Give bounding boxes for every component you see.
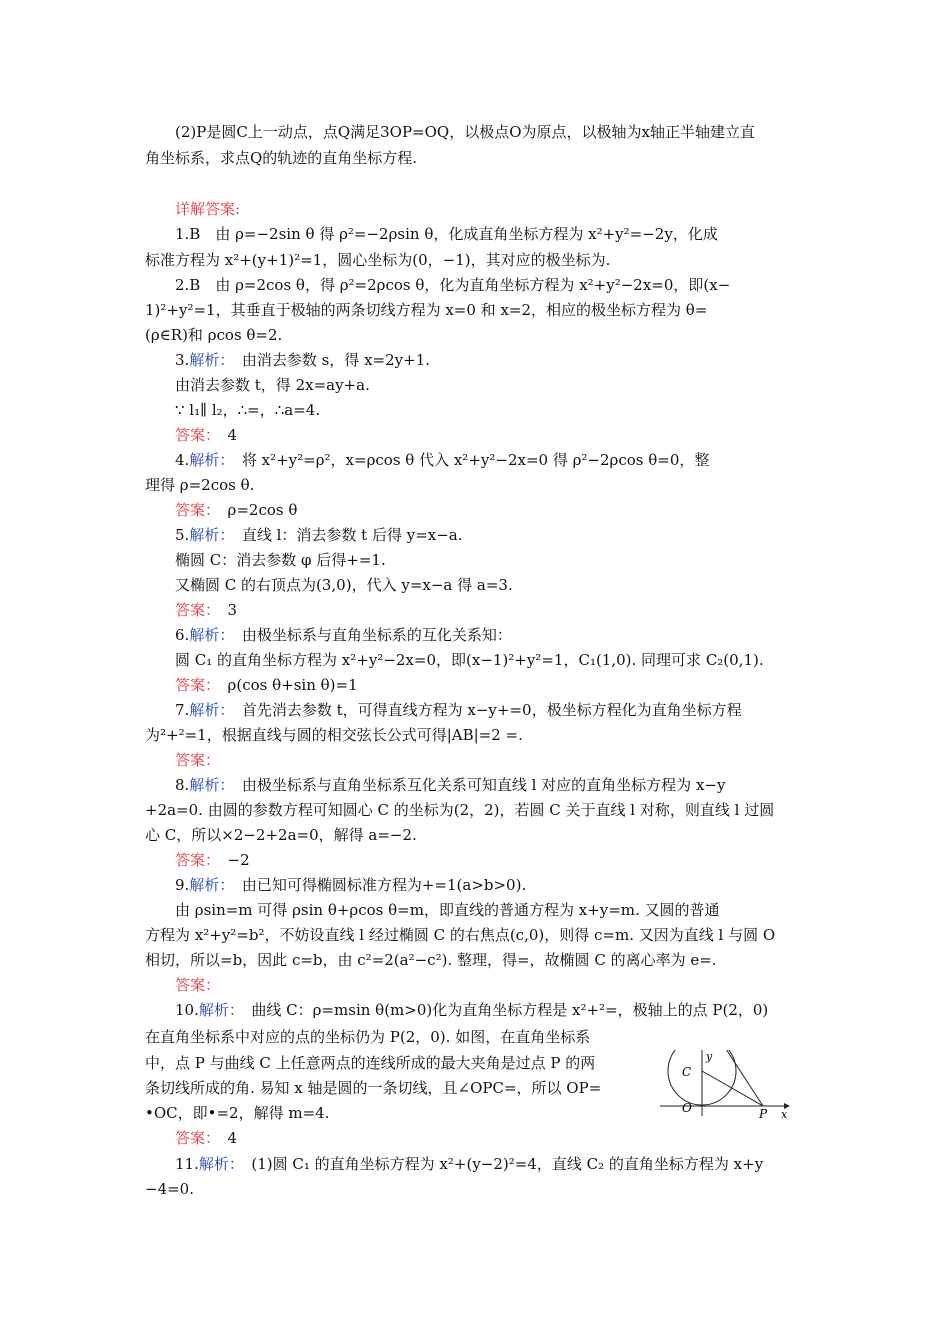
answer-label: 答案： <box>175 601 213 619</box>
answer-10-line-1 <box>175 997 768 1023</box>
answer-10-text-1: 曲线 C：ρ=msin θ(m>0)化为直角坐标方程是 x²+²=，极轴上的点 P(2，0) <box>251 1001 769 1019</box>
answer-5-value: 3 <box>227 601 238 619</box>
answer-9-line-4: 相切，所以=b，因此 c=b，由 c²=2(a²−c²). 整理，得=，故椭圆 C 的离心率为 e=. <box>145 951 717 969</box>
answer-10-line-2: 在直角坐标系中对应的点的坐标仍为 P(2，0). 如图，在直角坐标系 <box>145 1028 591 1046</box>
answer-4-result <box>175 497 297 523</box>
answer-11-line-1 <box>175 1151 763 1177</box>
circle-tangent-figure <box>660 1050 795 1120</box>
segment-cp <box>702 1071 763 1106</box>
answer-6-line-1 <box>175 622 512 648</box>
answer-1-line-2: 标准方程为 x²+(y+1)²=1，圆心坐标为(0，−1)，其对应的极坐标为. <box>145 251 611 269</box>
answer-3-line-1 <box>175 347 430 373</box>
answer-11-number: 11. <box>175 1155 199 1173</box>
answer-8-value: −2 <box>227 851 250 869</box>
answer-4-line-1 <box>175 447 709 473</box>
answer-3-line-3: ∵ l₁∥ l₂，∴=，∴a=4. <box>175 401 321 419</box>
answer-7-result <box>175 747 220 773</box>
answer-10-line-5: •OC，即•=2，解得 m=4. <box>145 1104 330 1122</box>
answer-6-value: ρ(cos θ+sin θ)=1 <box>227 676 358 694</box>
answer-4-text-1: 将 x²+y²=ρ²，x=ρcos θ 代入 x²+y²−2x=0 得 ρ²−2ρcos θ=0，整 <box>241 451 710 469</box>
answer-6-number: 6. <box>175 626 190 644</box>
answers-heading: 详解答案: <box>175 200 241 218</box>
answer-8-line-2: +2a=0. 由圆的参数方程可知圆心 C 的坐标为(2，2)，若圆 C 关于直线 l 对称，则直线 l 过圆 <box>145 801 775 819</box>
answer-9-result <box>175 972 220 998</box>
analysis-label: 解析： <box>189 876 227 894</box>
answer-label: 答案： <box>175 426 213 444</box>
answer-7-line-2: 为²+²=1，根据直线与圆的相交弦长公式可得|AB|=2 =. <box>145 726 523 744</box>
answer-5-text-1: 直线 l：消去参数 t 后得 y=x−a. <box>241 526 463 544</box>
answer-8-line-1 <box>175 772 725 798</box>
analysis-label: 解析： <box>189 526 227 544</box>
problem-line-2: 角坐标系，求点Q的轨迹的直角坐标方程. <box>145 149 418 167</box>
answer-11-line-2: −4=0. <box>145 1180 194 1198</box>
answer-7-text-1: 首先消去参数 t，可得直线方程为 x−y+=0，极坐标方程化为直角坐标方程 <box>241 701 742 719</box>
problem-line-1: (2)P是圆C上一动点，点Q满足3OP=OQ，以极点O为原点，以极轴为x轴正半轴建立直 <box>175 123 755 141</box>
answer-8-result <box>175 847 250 873</box>
analysis-label: 解析： <box>189 776 227 794</box>
answer-label: 答案： <box>175 976 221 994</box>
answer-8-number: 8. <box>175 776 190 794</box>
answer-6-result <box>175 672 358 698</box>
analysis-label: 解析： <box>189 626 227 644</box>
answer-10-value: 4 <box>227 1129 238 1147</box>
answer-2-line-2: 1)²+y²=1，其垂直于极轴的两条切线方程为 x=0 和 x=2，相应的极坐标方程为 θ= <box>145 301 708 319</box>
label-p: P <box>759 1107 768 1120</box>
analysis-label: 解析： <box>198 1155 237 1173</box>
answer-6-text-1: 由极坐标系与直角坐标系的互化关系知： <box>241 626 512 644</box>
answer-5-line-3: 又椭圆 C 的右顶点为(3,0)，代入 y=x−a 得 a=3. <box>175 576 513 594</box>
answer-10-result <box>175 1125 237 1151</box>
label-x: x <box>781 1108 788 1120</box>
answer-label: 答案： <box>175 751 221 769</box>
answer-9-line-1 <box>175 872 526 898</box>
answer-3-line-2: 由消去参数 t，得 2x=ay+a. <box>175 376 370 394</box>
answer-3-number: 3. <box>175 351 190 369</box>
answer-4-value: ρ=2cos θ <box>227 501 298 519</box>
answer-10-line-3: 中，点 P 与曲线 C 上任意两点的连线所成的最大夹角是过点 P 的两 <box>145 1054 596 1072</box>
answer-6-line-2: 圆 C₁ 的直角坐标方程为 x²+y²−2x=0，即(x−1)²+y²=1，C₁(1,0). 同理可求 C₂(0,1). <box>175 651 764 669</box>
answer-10-line-4: 条切线所成的角. 易知 x 轴是圆的一条切线，且∠OPC=，所以 OP= <box>145 1079 602 1097</box>
analysis-label: 解析： <box>189 701 227 719</box>
label-c: C <box>682 1065 692 1079</box>
answer-5-line-1 <box>175 522 463 548</box>
answer-11-text-1: (1)圆 C₁ 的直角坐标方程为 x²+(y−2)²=4，直线 C₂ 的直角坐标方程为 x+y <box>251 1155 764 1173</box>
answer-9-number: 9. <box>175 876 190 894</box>
answer-8-text-1: 由极坐标系与直角坐标系互化关系可知直线 l 对应的直角坐标方程为 x−y <box>241 776 726 794</box>
answer-label: 答案： <box>175 851 213 869</box>
answer-2-line-1: 2.B 由 ρ=2cos θ，得 ρ²=2ρcos θ，化为直角坐标方程为 x²+y²−2x=0，即(x− <box>175 276 731 294</box>
answer-3-text-1: 由消去参数 s，得 x=2y+1. <box>241 351 431 369</box>
tangent-line <box>724 1050 763 1106</box>
answer-5-number: 5. <box>175 526 190 544</box>
answer-4-line-2: 理得 ρ=2cos θ. <box>145 476 255 494</box>
answer-9-text-1: 由已知可得椭圆标准方程为+=1(a>b>0). <box>241 876 527 894</box>
answer-1-line-1: 1.B 由 ρ=−2sin θ 得 ρ²=−2ρsin θ，化成直角坐标方程为 x²+y²=−2y，化成 <box>175 225 718 243</box>
analysis-label: 解析： <box>189 451 227 469</box>
label-o: O <box>682 1101 692 1115</box>
answer-5-result <box>175 597 237 623</box>
analysis-label: 解析： <box>198 1001 237 1019</box>
answer-7-number: 7. <box>175 701 190 719</box>
answer-10-number: 10. <box>175 1001 199 1019</box>
answer-5-line-2: 椭圆 C：消去参数 φ 后得+=1. <box>175 551 386 569</box>
answer-8-line-3: 心 C，所以×2−2+2a=0，解得 a=−2. <box>145 826 417 844</box>
answer-7-line-1 <box>175 697 742 723</box>
answer-4-number: 4. <box>175 451 190 469</box>
answer-label: 答案： <box>175 1129 213 1147</box>
answer-9-line-3: 方程为 x²+y²=b²，不妨设直线 l 经过椭圆 C 的右焦点(c,0)，则得 c=m. 又因为直线 l 与圆 O <box>145 926 776 944</box>
analysis-label: 解析： <box>189 351 227 369</box>
label-y: y <box>706 1050 713 1063</box>
answer-3-value: 4 <box>227 426 238 444</box>
answer-label: 答案： <box>175 501 213 519</box>
answer-3-result <box>175 422 237 448</box>
answer-2-line-3: (ρ∈R)和 ρcos θ=2. <box>145 326 283 344</box>
answer-label: 答案： <box>175 676 213 694</box>
answer-9-line-2: 由 ρsin=m 可得 ρsin θ+ρcos θ=m，即直线的普通方程为 x+y=m. 又圆的普通 <box>175 901 720 919</box>
